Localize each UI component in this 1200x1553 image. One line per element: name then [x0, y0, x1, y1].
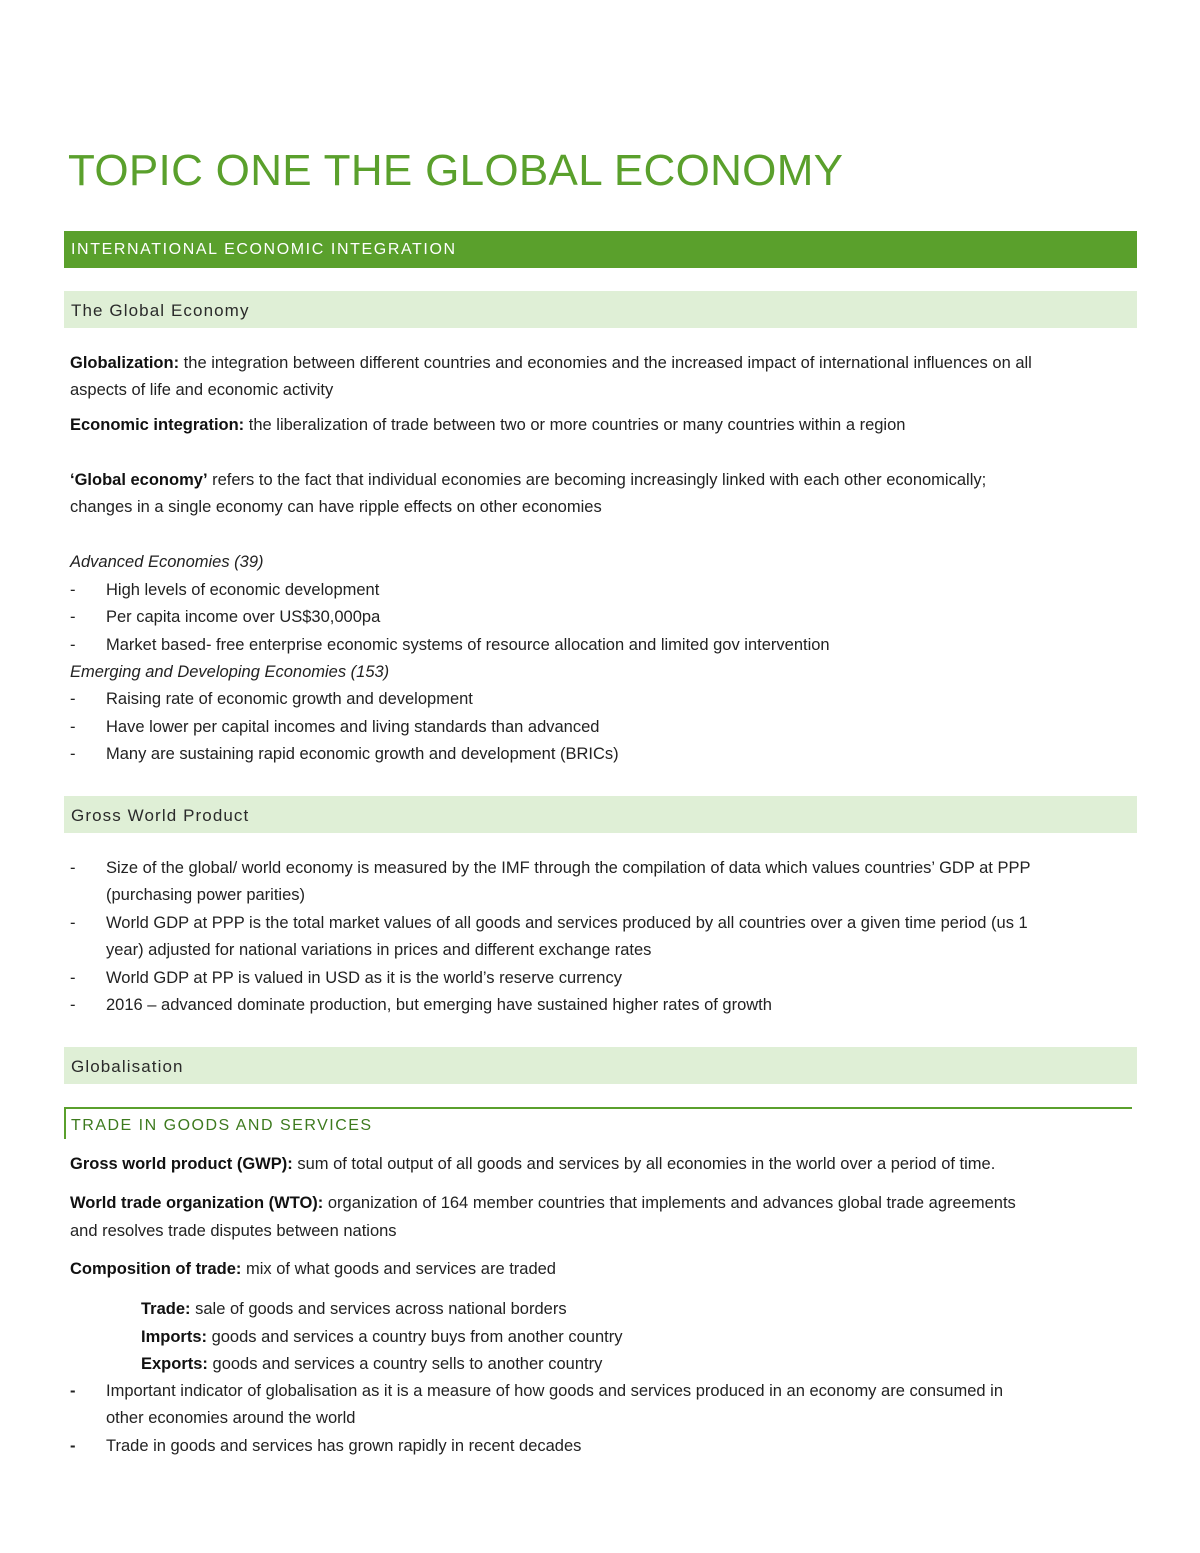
italic-heading: Emerging and Developing Economies (153) [70, 663, 390, 681]
bullet-dash: - [70, 608, 76, 626]
bullet-dash: - [70, 996, 76, 1014]
list-item-text: World GDP at PP is valued in USD as it is the world’s reserve currency [106, 969, 622, 987]
definition-exports [141, 1354, 602, 1374]
definition-global-economy [70, 470, 986, 490]
definition-text: goods and services a country sells to another country [207, 1355, 603, 1373]
advanced-economies-heading [70, 552, 264, 572]
bullet-dash: - [70, 636, 76, 654]
heading-label: TRADE IN GOODS AND SERVICES [71, 1117, 373, 1134]
emerging-economies-heading [70, 662, 389, 682]
definition-trade [141, 1299, 567, 1319]
list-item-text: Important indicator of globalisation as it is a measure of how goods and services produced in an economy are consumed in [106, 1382, 1004, 1400]
term: Economic integration: [70, 416, 245, 434]
definition-text: the integration between different countries and economies and the increased impact of international influences on all [179, 354, 1032, 372]
list-item-text: High levels of economic development [106, 581, 380, 599]
heading-trade-in-goods-and-services [64, 1107, 1132, 1139]
definition-wto-cont: and resolves trade disputes between nations [70, 1222, 397, 1240]
bullet-dash: - [70, 718, 76, 736]
list-item-text: year) adjusted for national variations in prices and different exchange rates [106, 941, 652, 959]
definition-wto [70, 1193, 1016, 1213]
section-global-economy [64, 291, 1137, 328]
list-item-text: Trade in goods and services has grown rapidly in recent decades [106, 1437, 582, 1455]
section-label: Globalisation [71, 1057, 184, 1076]
definition-composition-of-trade [70, 1259, 556, 1279]
term: ‘Global economy’ [70, 471, 208, 489]
definition-text: sum of total output of all goods and services by all economies in the world over a period of time. [292, 1155, 996, 1173]
bullet-dash: - [70, 859, 76, 877]
definition-text: refers to the fact that individual economies are becoming increasingly linked with each other economically; [207, 471, 987, 489]
list-item-text: Raising rate of economic growth and development [106, 690, 473, 708]
definition-text: the liberalization of trade between two or more countries or many countries within a region [244, 416, 906, 434]
definition-globalization [70, 353, 1032, 373]
definition-gwp [70, 1154, 995, 1174]
definition-economic-integration [70, 415, 905, 435]
bullet-dash: - [70, 581, 76, 599]
section-gross-world-product [64, 796, 1137, 833]
list-item-text: Market based- free enterprise economic systems of resource allocation and limited gov intervention [106, 636, 830, 654]
term: Globalization: [70, 354, 180, 372]
term: Trade: [141, 1300, 191, 1318]
section-label: The Global Economy [71, 301, 250, 320]
bullet-dash: - [70, 1382, 76, 1400]
list-item-text: (purchasing power parities) [106, 886, 306, 904]
page-title: TOPIC ONE THE GLOBAL ECONOMY [68, 146, 844, 195]
term: Gross world product (GWP): [70, 1155, 293, 1173]
list-item-text: Size of the global/ world economy is measured by the IMF through the compilation of data which values countries’ GDP at PPP [106, 859, 1031, 877]
list-item-text: other economies around the world [106, 1409, 356, 1427]
definition-global-economy-cont: changes in a single economy can have ripple effects on other economies [70, 498, 602, 516]
list-item-text: Many are sustaining rapid economic growth and development (BRICs) [106, 745, 619, 763]
list-item-text: 2016 – advanced dominate production, but emerging have sustained higher rates of growth [106, 996, 772, 1014]
definition-imports [141, 1327, 622, 1347]
italic-heading: Advanced Economies (39) [70, 553, 264, 571]
list-item-text: World GDP at PPP is the total market values of all goods and services produced by all countries over a given time period (us 1 [106, 914, 1028, 932]
list-item-text: Per capita income over US$30,000pa [106, 608, 381, 626]
heading-label: INTERNATIONAL ECONOMIC INTEGRATION [71, 241, 457, 258]
list-item-text: Have lower per capital incomes and living standards than advanced [106, 718, 600, 736]
term: Composition of trade: [70, 1260, 242, 1278]
bullet-dash: - [70, 1437, 76, 1455]
definition-text: sale of goods and services across national borders [190, 1300, 567, 1318]
bullet-dash: - [70, 690, 76, 708]
definition-text: goods and services a country buys from another country [207, 1328, 623, 1346]
section-label: Gross World Product [71, 806, 250, 825]
section-globalisation [64, 1047, 1137, 1084]
term: Exports: [141, 1355, 208, 1373]
definition-text: organization of 164 member countries that implements and advances global trade agreements [323, 1194, 1016, 1212]
heading-international-economic-integration [64, 231, 1137, 268]
bullet-dash: - [70, 969, 76, 987]
term: Imports: [141, 1328, 207, 1346]
bullet-dash: - [70, 745, 76, 763]
term: World trade organization (WTO): [70, 1194, 324, 1212]
definition-globalization-cont: aspects of life and economic activity [70, 381, 334, 399]
definition-text: mix of what goods and services are traded [241, 1260, 556, 1278]
bullet-dash: - [70, 914, 76, 932]
